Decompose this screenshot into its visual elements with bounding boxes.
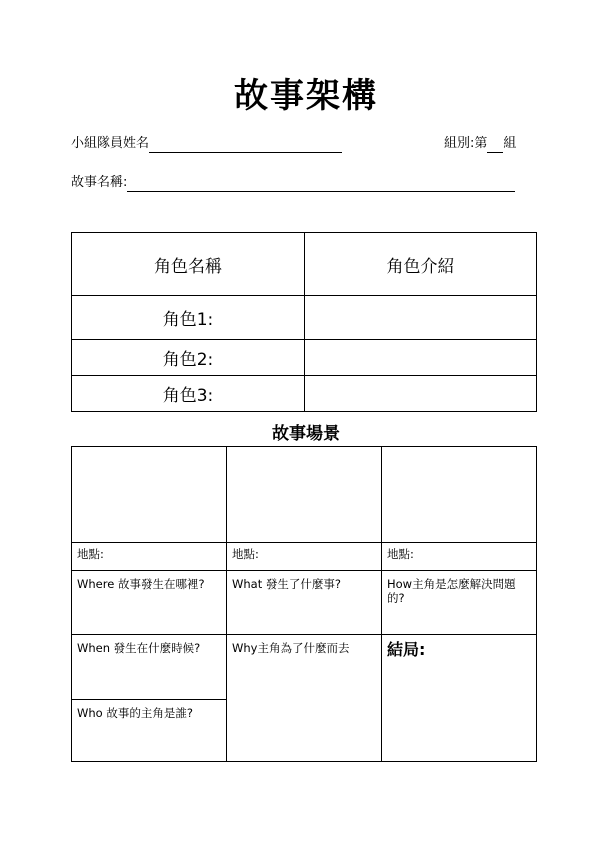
story-name-label: 故事名稱: [71, 175, 128, 190]
member-names-row [71, 135, 342, 153]
ending-label: 結局: [387, 640, 426, 659]
group-number-row [444, 135, 516, 153]
location-cell-3[interactable] [381, 542, 537, 571]
scene-picture-1[interactable] [71, 446, 227, 543]
why-cell[interactable] [226, 634, 382, 762]
table-row [72, 340, 537, 376]
what-question: What 發生了什麼事? [232, 577, 341, 591]
scene-grid [71, 446, 537, 762]
story-name-blank[interactable] [127, 177, 515, 192]
role-3-intro-cell[interactable] [305, 376, 537, 412]
role-2-label: 角色2: [72, 340, 305, 376]
location-cell-1[interactable] [71, 542, 227, 571]
role-1-label: 角色1: [72, 296, 305, 340]
how-question: How主角是怎麼解決問題的? [387, 577, 516, 605]
location-label-1: 地點: [77, 547, 104, 561]
table-row [72, 376, 537, 412]
role-1-intro-cell[interactable] [305, 296, 537, 340]
why-question: Why主角為了什麼而去 [232, 641, 350, 655]
how-cell[interactable] [381, 570, 537, 635]
member-names-label: 小組隊員姓名 [71, 136, 150, 151]
group-label: 組別:第 [444, 136, 488, 151]
when-cell[interactable] [71, 634, 227, 700]
location-label-3: 地點: [387, 547, 414, 561]
who-cell[interactable] [71, 699, 227, 762]
member-names-blank[interactable] [149, 138, 342, 153]
location-label-2: 地點: [232, 547, 259, 561]
scene-title: 故事場景 [272, 424, 340, 444]
role-3-label: 角色3: [72, 376, 305, 412]
col-header-role-intro: 角色介紹 [305, 233, 537, 296]
page-title: 故事架構 [234, 76, 378, 116]
story-name-row [71, 174, 515, 192]
col-header-role-name: 角色名稱 [72, 233, 305, 296]
scene-picture-2[interactable] [226, 446, 382, 543]
roles-table [71, 232, 537, 412]
group-suffix: 組 [503, 136, 517, 151]
what-cell[interactable] [226, 570, 382, 635]
role-2-intro-cell[interactable] [305, 340, 537, 376]
when-question: When 發生在什麼時候? [77, 641, 201, 655]
scene-picture-3[interactable] [381, 446, 537, 543]
where-cell[interactable] [71, 570, 227, 635]
who-question: Who 故事的主角是誰? [77, 706, 193, 720]
where-question: Where 故事發生在哪裡? [77, 577, 205, 591]
ending-cell[interactable] [381, 634, 537, 762]
location-cell-2[interactable] [226, 542, 382, 571]
group-number-blank[interactable] [487, 138, 503, 153]
table-row [72, 296, 537, 340]
